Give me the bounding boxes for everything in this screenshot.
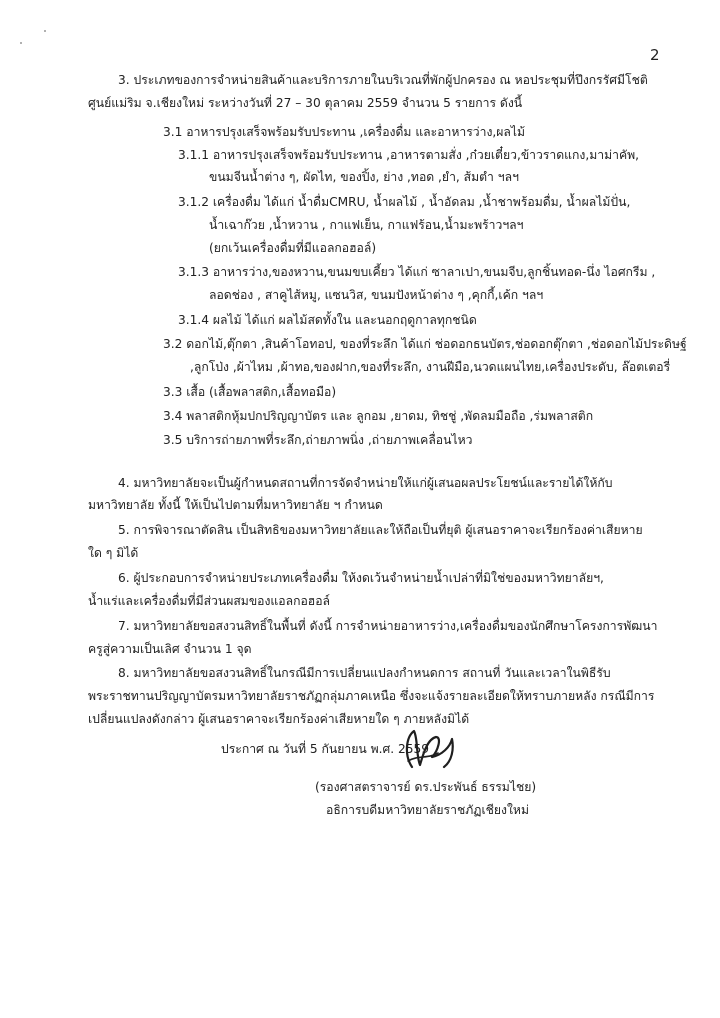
section-3-4: 3.4 พลาสติกหุ้มปกปริญญาบัตร และ ลูกอม ,ยาดม, ทิชชู่ ,พัดลมมือถือ ,ร่มพลาสติก xyxy=(163,409,594,423)
scan-speck xyxy=(20,42,22,44)
item-3-line-1: 3. ประเภทของการจำหน่ายสินค้าและบริการภายในบริเวณที่พักผู้ปกครอง ณ หอประชุมที่ปึงกรรัศมีโชติ xyxy=(118,73,648,87)
item-5-line-2: ใด ๆ มิได้ xyxy=(88,546,139,560)
item-6-line-2: น้ำแร่และเครื่องดื่มที่มีส่วนผสมของแอลกอฮอล์ xyxy=(88,594,330,608)
signer-title: อธิการบดีมหาวิทยาลัยราชภัฏเชียงใหม่ xyxy=(326,803,529,817)
item-8-line-1: 8. มหาวิทยาลัยขอสงวนสิทธิ์ในกรณีมีการเปลี่ยนแปลงกำหนดการ สถานที่ วันและเวลาในพิธีรับ xyxy=(118,666,611,680)
item-7-line-1: 7. มหาวิทยาลัยขอสงวนสิทธิ์ในพื้นที่ ดังนี้ การจำหน่ายอาหารว่าง,เครื่องดื่มของนักศึกษาโครงการพัฒนา xyxy=(118,619,658,633)
section-3-1-1-line-2: ขนมจีนน้ำต่าง ๆ, ผัดไท, ของปิ้ง, ย่าง ,ทอด ,ยำ, ส้มตำ ฯลฯ xyxy=(209,170,519,184)
announce-date: ประกาศ ณ วันที่ 5 กันยายน พ.ศ. 2559 xyxy=(221,742,430,756)
signer-name: (รองศาสตราจารย์ ดร.ประพันธ์ ธรรมไชย) xyxy=(315,780,537,794)
item-3-line-2: ศูนย์แม่ริม จ.เชียงใหม่ ระหว่างวันที่ 27 – 30 ตุลาคม 2559 จำนวน 5 รายการ ดังนี้ xyxy=(88,96,523,110)
section-3-1: 3.1 อาหารปรุงเสร็จพร้อมรับประทาน ,เครื่องดื่ม และอาหารว่าง,ผลไม้ xyxy=(163,125,526,139)
section-3-1-4: 3.1.4 ผลไม้ ได้แก่ ผลไม้สดทั้งใน และนอกฤดูกาลทุกชนิด xyxy=(178,313,477,327)
scan-speck xyxy=(44,30,46,32)
section-3-2-line-2: ,ลูกโป่ง ,ผ้าไหม ,ผ้าทอ,ของฝาก,ของที่ระลึก, งานฝีมือ,นวดแผนไทย,เครื่องประดับ, ล๊อตเตอรี่ xyxy=(190,360,671,374)
section-3-1-3-line-2: ลอดช่อง , สาคูไส้หมู, แซนวิส, ขนมปังหน้าต่าง ๆ ,คุกกี้,เค้ก ฯลฯ xyxy=(209,288,544,302)
section-3-1-2-line-3: (ยกเว้นเครื่องดื่มที่มีแอลกอฮอล์) xyxy=(209,241,377,255)
handwritten-signature xyxy=(398,725,478,773)
section-3-1-1-line-1: 3.1.1 อาหารปรุงเสร็จพร้อมรับประทาน ,อาหารตามสั่ง ,ก๋วยเตี๋ยว,ข้าวราดแกง,มาม่าคัพ, xyxy=(178,148,640,162)
item-8-line-2: พระราชทานปริญญาบัตรมหาวิทยาลัยราชภัฏกลุ่มภาคเหนือ ซึ่งจะแจ้งรายละเอียดให้ทราบภายหลัง กรณีมีการ xyxy=(88,689,655,703)
item-4-line-2: มหาวิทยาลัย ทั้งนี้ ให้เป็นไปตามที่มหาวิทยาลัย ฯ กำหนด xyxy=(88,498,383,512)
item-4-line-1: 4. มหาวิทยาลัยจะเป็นผู้กำหนดสถานที่การจัดจำหน่ายให้แก่ผู้เสนอผลประโยชน์และรายได้ให้กับ xyxy=(118,476,613,490)
section-3-5: 3.5 บริการถ่ายภาพที่ระลึก,ถ่ายภาพนิ่ง ,ถ่ายภาพเคลื่อนไหว xyxy=(163,433,473,447)
item-6-line-1: 6. ผู้ประกอบการจำหน่ายประเภทเครื่องดื่ม ให้งดเว้นจำหน่ายน้ำเปล่าที่มิใช่ของมหาวิทยาลัยฯ, xyxy=(118,571,604,585)
section-3-2-line-1: 3.2 ดอกไม้,ตุ๊กตา ,สินค้าโอทอป, ของที่ระลึก ได้แก่ ช่อดอกธนบัตร,ช่อดอกตุ๊กตา ,ช่อดอกไม้ประดิษฐ์ xyxy=(163,337,687,351)
item-7-line-2: ครูสู่ความเป็นเลิศ จำนวน 1 จุด xyxy=(88,642,252,656)
section-3-3: 3.3 เสื้อ (เสื้อพลาสติก,เสื้อทอมือ) xyxy=(163,385,337,399)
item-8-line-3: เปลี่ยนแปลงดังกล่าว ผู้เสนอราคาจะเรียกร้องค่าเสียหายใด ๆ ภายหลังมิได้ xyxy=(88,712,470,726)
page-number: 2 xyxy=(650,46,660,64)
section-3-1-3-line-1: 3.1.3 อาหารว่าง,ของหวาน,ขนมขบเคี้ยว ได้แก่ ซาลาเปา,ขนมจีบ,ลูกชิ้นทอด-นึ่ง ไอศกรีม , xyxy=(178,265,656,279)
item-5-line-1: 5. การพิจารณาตัดสิน เป็นสิทธิของมหาวิทยาลัยและให้ถือเป็นที่ยุติ ผู้เสนอราคาจะเรียกร้องค่าเสียหาย xyxy=(118,523,643,537)
section-3-1-2-line-2: น้ำเฉาก๊วย ,น้ำหวาน , กาแฟเย็น, กาแฟร้อน,น้ำมะพร้าวฯลฯ xyxy=(209,218,524,232)
section-3-1-2-line-1: 3.1.2 เครื่องดื่ม ได้แก่ น้ำดื่มCMRU, น้ำผลไม้ , น้ำอัดลม ,น้ำชาพร้อมดื่ม, น้ำผลไม้ปั่น, xyxy=(178,195,631,209)
